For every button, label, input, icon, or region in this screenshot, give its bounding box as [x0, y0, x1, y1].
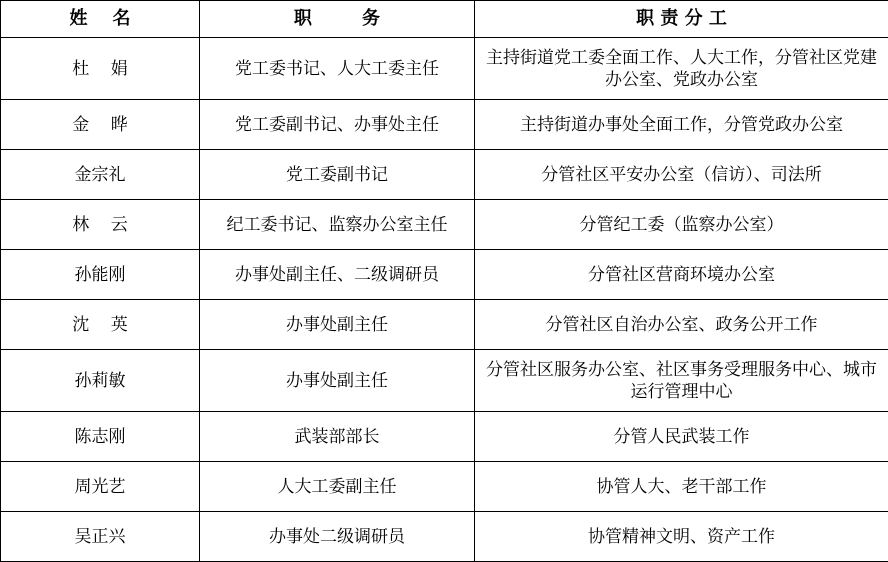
- row-name: 陈志刚: [1, 412, 200, 462]
- header-name: 姓 名: [1, 1, 200, 38]
- row-duty: 分管人民武装工作: [475, 412, 888, 462]
- table-row: [1, 412, 888, 462]
- row-position: 党工委副书记: [200, 150, 475, 200]
- row-position: 办事处二级调研员: [200, 512, 475, 562]
- table-row: [1, 300, 888, 350]
- row-duty: 分管社区平安办公室（信访）、司法所: [475, 150, 888, 200]
- row-position: 办事处副主任、二级调研员: [200, 250, 475, 300]
- row-position: 武装部部长: [200, 412, 475, 462]
- table-header-row: [1, 1, 888, 38]
- row-duty: 主持街道办事处全面工作，分管党政办公室: [475, 100, 888, 150]
- row-duty: 分管纪工委（监察办公室）: [475, 200, 888, 250]
- row-duty: 协管精神文明、资产工作: [475, 512, 888, 562]
- row-duty: 分管社区自治办公室、政务公开工作: [475, 300, 888, 350]
- row-position: 纪工委书记、监察办公室主任: [200, 200, 475, 250]
- table-row: [1, 512, 888, 562]
- row-name: 沈 英: [1, 300, 200, 350]
- row-name: 杜 娟: [1, 38, 200, 100]
- row-name: 吴正兴: [1, 512, 200, 562]
- row-name: 周光艺: [1, 462, 200, 512]
- table-row: [1, 462, 888, 512]
- row-name: 金 晔: [1, 100, 200, 150]
- table-row: [1, 200, 888, 250]
- header-duty: 职 责 分 工: [475, 1, 888, 38]
- row-duty: 分管社区营商环境办公室: [475, 250, 888, 300]
- header-position: 职 务: [200, 1, 475, 38]
- row-position: 党工委副书记、办事处主任: [200, 100, 475, 150]
- table-row: [1, 250, 888, 300]
- row-name: 金宗礼: [1, 150, 200, 200]
- row-position: 办事处副主任: [200, 300, 475, 350]
- row-position: 党工委书记、人大工委主任: [200, 38, 475, 100]
- row-duty: 分管社区服务办公室、社区事务受理服务中心、城市运行管理中心: [475, 350, 888, 412]
- row-position: 办事处副主任: [200, 350, 475, 412]
- row-duty: 协管人大、老干部工作: [475, 462, 888, 512]
- row-name: 孙莉敏: [1, 350, 200, 412]
- row-name: 林 云: [1, 200, 200, 250]
- table-row: [1, 38, 888, 100]
- table-row: [1, 350, 888, 412]
- table-row: [1, 150, 888, 200]
- row-duty: 主持街道党工委全面工作、人大工作，分管社区党建办公室、党政办公室: [475, 38, 888, 100]
- row-position: 人大工委副主任: [200, 462, 475, 512]
- table-row: [1, 100, 888, 150]
- row-name: 孙能刚: [1, 250, 200, 300]
